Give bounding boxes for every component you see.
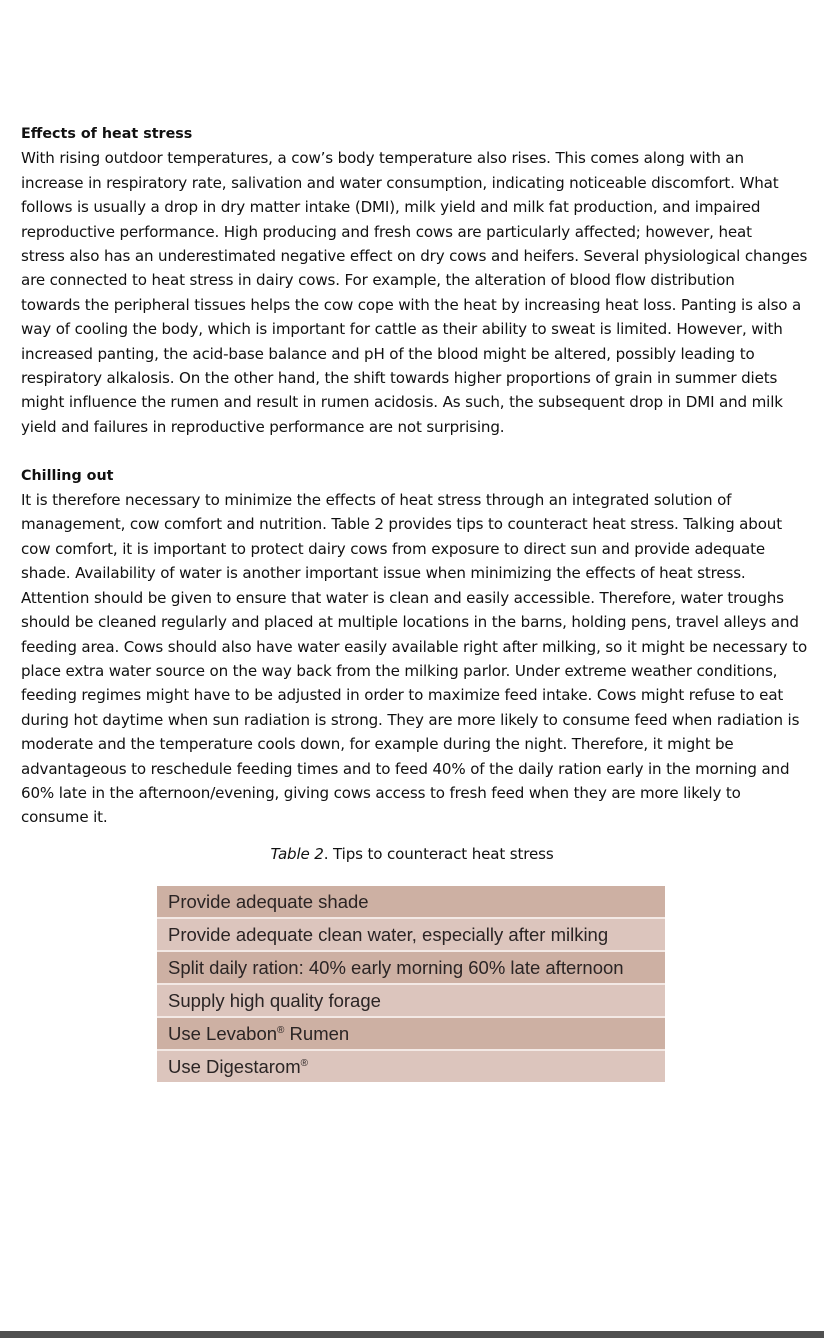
paragraph-line: increased panting, the acid-base balance and pH of the blood might be altered, possibly leading to: [21, 344, 755, 363]
paragraph-line: should be cleaned regularly and placed at multiple locations in the barns, holding pens, travel alleys and: [21, 613, 799, 632]
paragraph-line: With rising outdoor temperatures, a cow’s body temperature also rises. This comes along with an: [21, 149, 744, 168]
paragraph-line: Attention should be given to ensure that water is clean and easily accessible. Therefore, water troughs: [21, 588, 784, 607]
section-heading-chilling-out: Chilling out: [21, 467, 114, 484]
section-spacer: [21, 439, 811, 463]
paragraph-line: way of cooling the body, which is important for cattle as their ability to sweat is limited. However, with: [21, 320, 783, 339]
table-row: [157, 886, 665, 919]
paragraph-line: increase in respiratory rate, salivation and water consumption, indicating noticeable discomfort. What: [21, 173, 779, 192]
table-cell: Supply high quality forage: [168, 989, 381, 1011]
paragraph-line: place extra water source on the way back from the milking parlor. Under extreme weather conditions,: [21, 661, 778, 680]
paragraph-line: during hot daytime when sun radiation is strong. They are more likely to consume feed when radiation is: [21, 710, 800, 729]
table-cell: Provide adequate shade: [168, 890, 369, 912]
paragraph-line: moderate and the temperature cools down, for example during the night. Therefore, it might be: [21, 735, 734, 754]
paragraph-line: management, cow comfort and nutrition. Table 2 provides tips to counteract heat stress. Talking about: [21, 515, 782, 534]
registered-mark: ®: [300, 1057, 309, 1069]
paragraph-line: are connected to heat stress in dairy cows. For example, the alteration of blood flow distribution: [21, 271, 735, 290]
paragraph-effects-of-heat-stress: [21, 146, 811, 439]
paragraph-chilling-out: [21, 488, 811, 830]
paragraph-line: consume it.: [21, 808, 108, 827]
table-caption-label: Table 2: [270, 845, 324, 863]
table-cell: Provide adequate clean water, especially after milking: [168, 923, 609, 945]
table-cell: [168, 1056, 308, 1078]
table-cell-text-suffix: Rumen: [284, 1022, 350, 1044]
paragraph-line: yield and failures in reproductive performance are not surprising.: [21, 417, 505, 436]
table-row: [157, 1051, 665, 1082]
table-cell-text: Use Levabon: [168, 1022, 278, 1044]
paragraph-line: feeding area. Cows should also have water easily available right after milking, so it might be necessary to: [21, 637, 808, 656]
paragraph-line: 60% late in the afternoon/evening, giving cows access to fresh feed when they are more likely to: [21, 783, 741, 802]
table-row: [157, 985, 665, 1018]
paragraph-line: reproductive performance. High producing and fresh cows are particularly affected; however, heat: [21, 222, 752, 241]
paragraph-line: follows is usually a drop in dry matter intake (DMI), milk yield and milk fat production, and impaired: [21, 198, 761, 217]
paragraph-line: feeding regimes might have to be adjusted in order to maximize feed intake. Cows might refuse to eat: [21, 686, 784, 705]
section-heading-effects-of-heat-stress: Effects of heat stress: [21, 126, 193, 142]
paragraph-line: advantageous to reschedule feeding times and to feed 40% of the daily ration early in the morning and: [21, 759, 790, 778]
table-cell-text: Use Digestarom: [168, 1055, 301, 1077]
table-cell: Split daily ration: 40% early morning 60% late afternoon: [168, 956, 624, 978]
table-row: [157, 952, 665, 985]
paragraph-line: towards the peripheral tissues helps the cow cope with the heat by increasing heat loss. Panting is also a: [21, 295, 802, 314]
table-row: [157, 1018, 665, 1051]
paragraph-line: It is therefore necessary to minimize the effects of heat stress through an integrated solution of: [21, 491, 732, 510]
paragraph-line: cow comfort, it is important to protect dairy cows from exposure to direct sun and provide adequate: [21, 539, 765, 558]
table-caption: [0, 842, 824, 866]
table-row: [157, 919, 665, 952]
registered-mark: ®: [277, 1024, 285, 1036]
heat-stress-tips-table: [157, 886, 665, 1082]
table-caption-text: . Tips to counteract heat stress: [323, 845, 554, 863]
paragraph-line: might influence the rumen and result in rumen acidosis. As such, the subsequent drop in DMI and milk: [21, 393, 783, 412]
paragraph-line: shade. Availability of water is another important issue when minimizing the effects of heat stress.: [21, 564, 746, 583]
document-page: [21, 122, 811, 830]
bottom-scroll-bar[interactable]: [0, 1331, 824, 1338]
paragraph-line: stress also has an underestimated negative effect on dry cows and heifers. Several physiological changes: [21, 247, 808, 266]
table-cell: [168, 1023, 349, 1045]
paragraph-line: respiratory alkalosis. On the other hand, the shift towards higher proportions of grain in summer diets: [21, 369, 778, 388]
